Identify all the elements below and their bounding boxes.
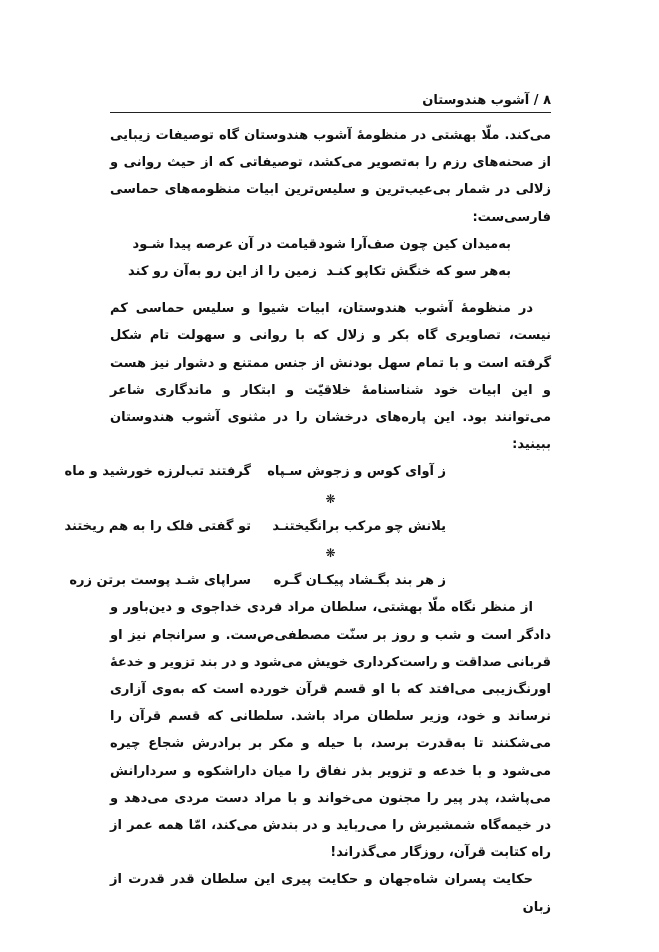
- paragraph-1: [110, 122, 551, 231]
- text-line: حکایت پسران شاه‌جهان و حکایت پیری این سلطان قدر قدرت از زبان: [110, 872, 551, 915]
- verse-first-hemistich: به‌هر سو که خنگش تکاپو کنـد: [326, 264, 511, 279]
- verse-first-hemistich: ز هر بند بگـشاد پیکـان گـره: [273, 573, 446, 589]
- verse-couplet: [64, 458, 551, 485]
- page-body: [64, 122, 552, 921]
- text-line: رزم را به‌تصویر می‌کشد، توصیفاتی که از حیث روانی و زلالی در شمار: [110, 155, 551, 198]
- text-line: پیر را مجنون می‌خواند و با مراد دست مردی می‌دهد و در خیمه‌گاه شمشیرش را: [110, 790, 552, 833]
- text-line: می‌شود و با خدعه و تزویر بذر نفاق را میان داراشکوه و سردارانش می‌پاشد، پدر: [110, 763, 551, 806]
- text-line: سهل بودنش از جنس ممتنع و دشوار نیز هست و این ابیات خود شناسنامهٔ خلاقیّت: [110, 355, 551, 398]
- text-line: و ابتکار و ماندگاری شاعر می‌توانند بود. این پاره‌های درخشان را در مثنوی آشوب: [110, 382, 551, 425]
- header-separator: /: [533, 93, 539, 108]
- header-rule: [110, 112, 551, 113]
- verse-second-hemistich: گرفتند تب‌لرزه خورشید و ماه: [64, 464, 251, 480]
- verse-separator-ornament: ❋: [325, 491, 336, 506]
- text-line: خورده است که به‌وی آزاری نرساند و خود، وزیر سلطان مراد باشد. سلطانی که: [110, 681, 552, 725]
- text-line: می‌کند. ملّا بهشتی در منظومهٔ آشوب هندوستان گاه توصیفات زیبایی از صحنه‌های: [110, 128, 551, 171]
- text-line: می‌رباید و در بندش می‌کند، امّا همه عمر از راه کتابت قرآن، روزگار می‌گذراند!: [110, 817, 551, 861]
- verse-first-hemistich: ز آوای کوس و زجوش سـپاه: [267, 464, 446, 480]
- text-line: از منظر نگاه ملّا بهشتی، سلطان مراد فردی خداجوی و دین‌باور و دادگر است: [110, 600, 552, 643]
- text-line: خویش می‌شود و در بند تزویر و خدعهٔ اورنگ‌زیبی می‌افتد که با او قسم قرآن: [110, 654, 552, 697]
- verse-first-hemistich: به‌میدان کین چون صف‌آرا شود: [318, 236, 511, 252]
- verse-couplet: [69, 567, 551, 594]
- verse-couplet: [110, 231, 551, 258]
- verse-second-hemistich: تو گفتی فلک را به هم ریختند: [64, 518, 251, 534]
- text-line: و شب و روز بر سنّت مصطفی‌ص‌ست. و سرانجام نیز او قربانی صداقت و راست‌کرداری: [110, 627, 551, 670]
- paragraph-3: [110, 594, 551, 866]
- text-line: در منظومهٔ آشوب هندوستان، ابیات شیوا و سلیس حماسی کم نیست،: [110, 301, 551, 344]
- text-line: بی‌عیب‌ترین و سلیس‌ترین ابیات منظومه‌های حماسی فارسی‌ست:: [110, 182, 551, 225]
- text-line: هندوستان ببینید:: [110, 410, 551, 453]
- verse-couplet: [64, 513, 551, 540]
- verse-couplet: [110, 258, 551, 285]
- verse-first-hemistich: یلانش چو مرکب برانگیختنـد: [272, 518, 446, 534]
- text-line: تصاویری گاه بکر و زلال که با روانی و سهولت تام شکل گرفته است و با تمام: [110, 328, 551, 371]
- verse-second-hemistich: سراپای شـد پوست برتن زره: [69, 573, 251, 589]
- page-number: ۸: [543, 93, 551, 108]
- verse-second-hemistich: زمین را از این رو به‌آن رو کند: [128, 264, 317, 279]
- paragraph-4: [110, 866, 551, 920]
- running-title: آشوب هندوستان: [422, 93, 530, 108]
- text-line: قسم قرآن را می‌شکنند تا به‌قدرت برسد، با حیله و مکر بر برادرش شجاع چیره: [110, 709, 551, 752]
- paragraph-2: [110, 295, 551, 458]
- verse-separator-ornament: ❋: [325, 545, 336, 560]
- verse-second-hemistich: قیامت در آن عرصه پیدا شـود: [132, 236, 317, 252]
- spacer: [110, 285, 551, 295]
- running-header: [110, 92, 551, 110]
